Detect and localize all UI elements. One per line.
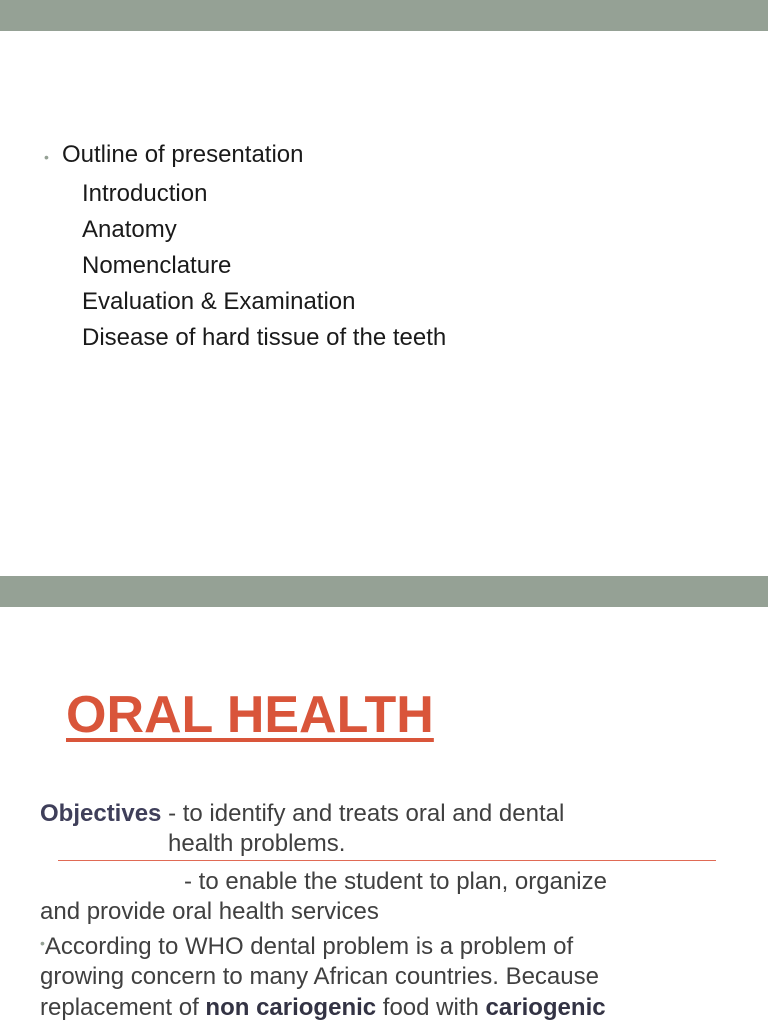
who-paragraph-line-1 (40, 933, 573, 961)
who-text: food with (376, 994, 486, 1021)
slide-oral-health (0, 607, 768, 1024)
objective-line-2: - to enable the student to plan, organize (184, 868, 607, 895)
bullet-icon: • (40, 935, 45, 951)
outline-heading: Outline of presentation (62, 141, 304, 168)
objective-line-1 (40, 800, 564, 828)
outline-list (82, 176, 446, 356)
slide-header-bar (0, 576, 768, 607)
red-rule-divider (58, 860, 716, 861)
who-paragraph-line-3 (40, 994, 606, 1022)
who-bold-text: non cariogenic (205, 994, 377, 1021)
objective-line-2-cont: and provide oral health services (40, 898, 379, 925)
who-text: replacement of (40, 994, 206, 1021)
bullet-icon: • (44, 149, 49, 165)
who-bold-text: cariogenic (485, 994, 606, 1021)
objective-line-1-cont: health problems. (168, 830, 346, 857)
slide-outline (0, 31, 768, 576)
outline-item: Evaluation & Examination (82, 288, 356, 315)
outline-item: Introduction (82, 180, 208, 207)
who-paragraph-line-2: growing concern to many African countries. Because (40, 963, 599, 990)
slide-header-bar (0, 0, 768, 31)
outline-item: Nomenclature (82, 252, 232, 279)
slide-title: ORAL HEALTH (66, 686, 434, 744)
outline-item: Anatomy (82, 216, 177, 243)
objectives-label: Objectives (40, 800, 162, 827)
objective-text: - to identify and treats oral and dental (161, 800, 565, 827)
outline-item: Disease of hard tissue of the teeth (82, 324, 447, 351)
who-text: According to WHO dental problem is a problem of (44, 933, 574, 960)
